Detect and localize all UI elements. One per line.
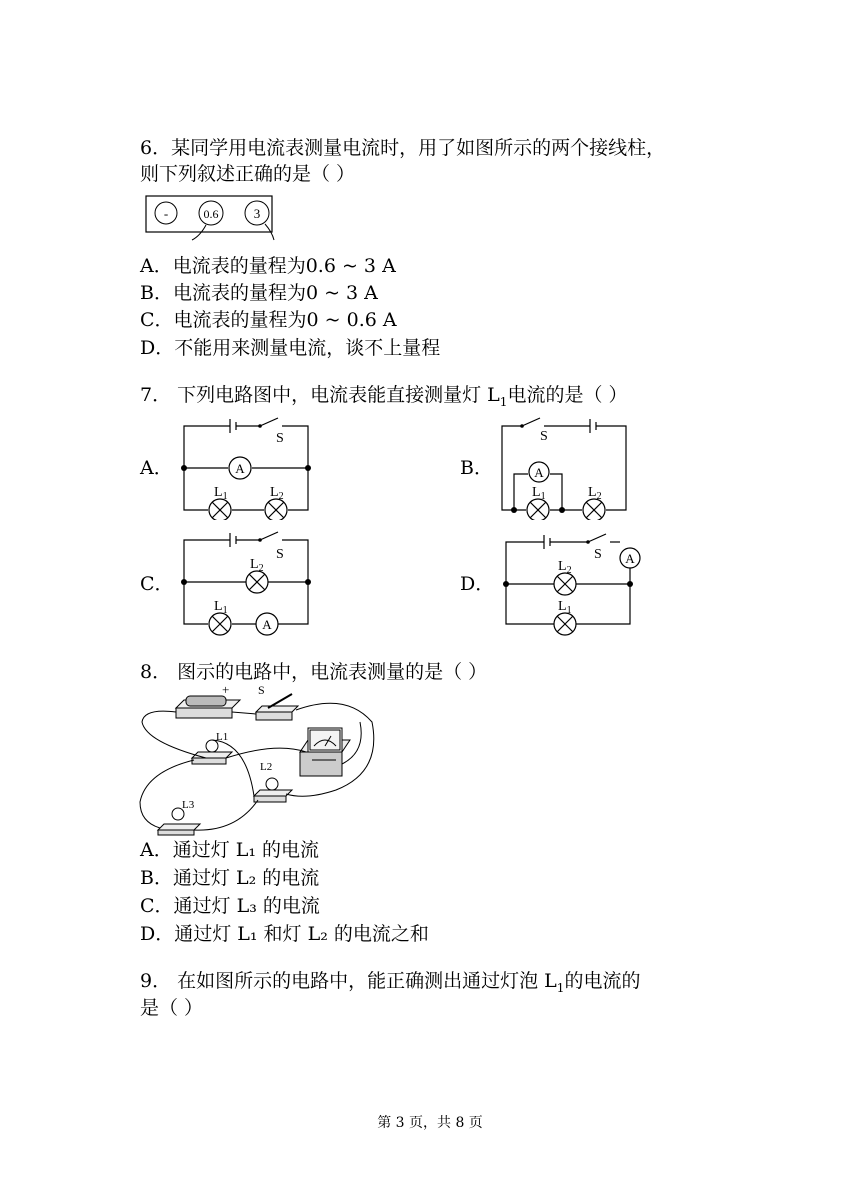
- q7-option-b-label: B．: [460, 457, 493, 479]
- q7-option-c-label: C．: [140, 573, 174, 595]
- q8-stem: 8． 图示的电路中，电流表测量的是（ ）: [140, 661, 488, 683]
- svg-text:L1: L1: [216, 731, 229, 743]
- svg-text:S: S: [258, 683, 265, 697]
- q6-option-a: A．电流表的量程为0.6 ~ 3 A: [140, 255, 396, 277]
- svg-text:L1: $L_1$: [214, 599, 228, 616]
- q8-option-d: D．通过灯 L₁ 和灯 L₂ 的电流之和: [140, 923, 429, 945]
- q7-option-a-label: A．: [140, 457, 173, 479]
- q6-option-d: D．不能用来测量电流，谈不上量程: [140, 337, 441, 359]
- q6-stem-line2: 则下列叙述正确的是（ ）: [140, 163, 356, 185]
- svg-text:S: S: [276, 431, 284, 446]
- q7-circuit-c: [178, 530, 318, 636]
- q8-option-b: B．通过灯 L₂ 的电流: [140, 867, 320, 889]
- svg-text:A: A: [262, 617, 272, 632]
- svg-text:L1: $L_1$: [214, 485, 228, 502]
- q6-terminal-figure: [140, 192, 280, 242]
- svg-text:L3: L3: [182, 799, 195, 811]
- q7-circuit-d: [500, 530, 650, 636]
- terminal-neg: -: [163, 206, 169, 221]
- svg-text:L2: $L_2$: [588, 485, 602, 502]
- svg-text:+: +: [222, 682, 230, 697]
- terminal-06: 0.6: [203, 207, 219, 221]
- q7-circuit-a: [178, 416, 318, 520]
- page-footer: 第 3 页，共 8 页: [377, 1115, 483, 1131]
- svg-text:L2: $L_2$: [558, 559, 572, 576]
- svg-text:L2: $L_2$: [270, 485, 284, 502]
- svg-text:L1: $L_1$: [558, 599, 572, 616]
- svg-text:A: A: [625, 551, 635, 566]
- q6-option-b: B．电流表的量程为0 ~ 3 A: [140, 282, 378, 304]
- terminal-3: 3: [253, 206, 261, 221]
- q6-option-c: C．电流表的量程为0 ~ 0.6 A: [140, 309, 397, 331]
- svg-text:A: A: [235, 461, 245, 476]
- q7-option-d-label: D．: [460, 573, 495, 595]
- q9-stem-line2: 是（ ）: [140, 997, 204, 1019]
- q7-stem: 7． 下列电路图中，电流表能直接测量灯 $L_1$电流的是（ ）: [140, 384, 628, 409]
- svg-text:L2: $L_2$: [250, 557, 264, 574]
- q8-option-a: A．通过灯 L₁ 的电流: [140, 839, 320, 861]
- q8-physical-circuit: [136, 682, 382, 836]
- q7-circuit-b: [496, 416, 636, 520]
- svg-text:S: S: [540, 429, 548, 444]
- svg-text:S: S: [594, 547, 602, 562]
- svg-text:A: A: [534, 465, 544, 480]
- q6-stem-line1: 6．某同学用电流表测量电流时，用了如图所示的两个接线柱，: [140, 137, 666, 159]
- svg-text:S: S: [276, 547, 284, 562]
- svg-text:L2: L2: [260, 761, 273, 773]
- q9-stem-line1: 9． 在如图所示的电路中，能正确测出通过灯泡 $L_1$的电流的: [140, 970, 641, 995]
- q8-option-c: C．通过灯 L₃ 的电流: [140, 895, 320, 917]
- svg-text:L1: $L_1$: [532, 485, 546, 502]
